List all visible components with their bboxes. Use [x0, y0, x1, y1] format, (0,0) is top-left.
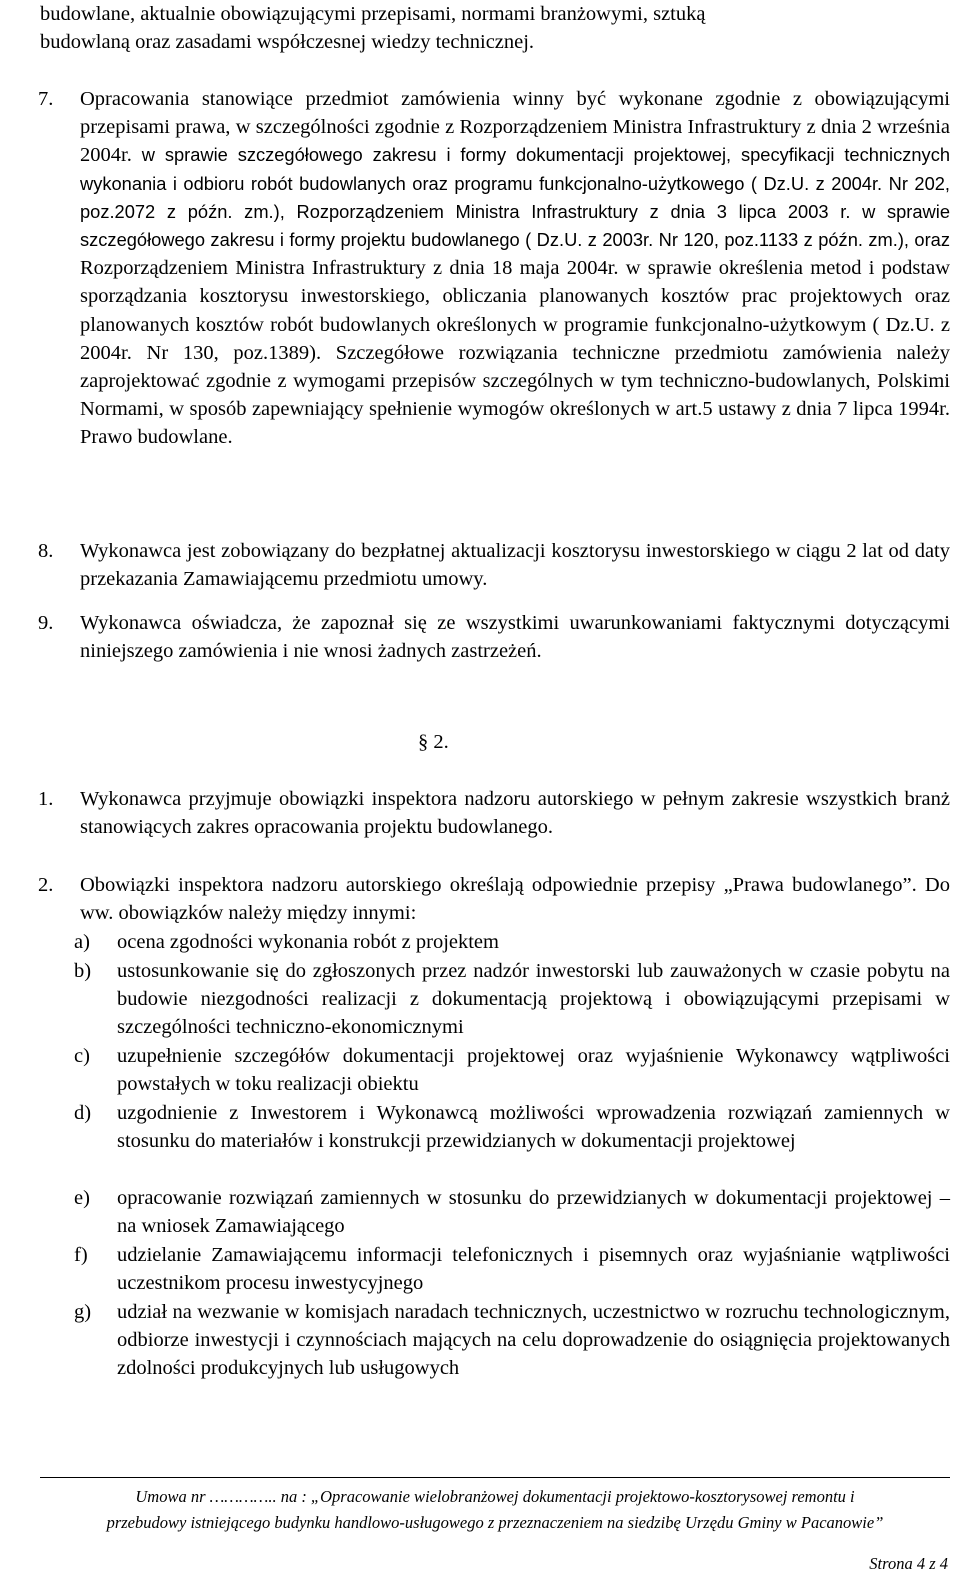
item-7-text-part3: Rozporządzeniem Ministra Infrastruktury z dnia 18 maja 2004r. w sprawie określenia metod i podstaw sporządzania kosztorysu inwestorskiego, obliczania planowanych kosztów prac projektowych oraz planowanych kosztów robót budowlanych określonych w programie funkcjonalno-użytkowym ( Dz.U. z 2004r. Nr 130, poz.1389). Szczegółowe rozwiązania techniczne przedmiotu zamówienia należy zaprojektować zgodnie z wymogami przepisów szczególnych w tym techniczno-budowlanych, Polskimi Normami, w sposób zapewniający spełnienie wymogów określonych w art.5 ustawy z dnia 7 lipca 1994r. Prawo budowlane. [80, 257, 950, 449]
section2-item-2 [40, 871, 950, 927]
item-9 [40, 609, 950, 665]
section2-item-1-text: Wykonawca przyjmuje obowiązki inspektora nadzoru autorskiego w pełnym zakresie wszystkich branż stanowiących zakres opracowania projektu budowlanego. [80, 788, 950, 839]
continuation-line-2: budowlaną oraz zasadami współczesnej wiedzy technicznej. [40, 31, 535, 54]
sub-item-text: ustosunkowanie się do zgłoszonych przez nadzór inwestorski lub zauważonych w czasie pobytu na budowie niezgodności realizacji z dokumentacją projektową i obowiązującymi przepisami w szczególności techniczno-ekonomicznymi [117, 960, 950, 1039]
sub-item-text: uzupełnienie szczegółów dokumentacji projektowej oraz wyjaśnienie Wykonawcy wątpliwości powstałych w toku realizacji obiektu [117, 1045, 950, 1096]
item-9-text: Wykonawca oświadcza, że zapoznał się ze wszystkimi uwarunkowaniami faktycznymi dotyczącymi niniejszego zamówienia i nie wnosi żadnych zastrzeżeń. [80, 612, 950, 663]
item-number: 9. [38, 612, 54, 634]
sub-item-label: a) [74, 931, 90, 953]
sub-item-label: c) [74, 1045, 90, 1067]
page-footer [40, 1484, 950, 1536]
footer-line-1: Umowa nr ………….. na : „Opracowanie wielobranżowej dokumentacji projektowo-kosztorysowej remontu i [135, 1487, 855, 1506]
item-7-text-part2: w sprawie szczegółowego zakresu i formy dokumentacji projektowej, specyfikacji technicznych wykonania i odbioru robót budowlanych oraz programu funkcjonalno-użytkowego ( Dz.U. z 2004r. Nr 202, poz.2072 z późn. zm.), Rozporządzeniem Ministra Infrastruktury z dnia 3 lipca 2003 r. w sprawie szczegółowego zakresu i formy projektu budowlanego ( Dz.U. z 2003r. Nr 120, poz.1133 z późn. zm.), oraz [80, 144, 950, 251]
sub-item-text: opracowanie rozwiązań zamiennych w stosunku do przewidzianych w dokumentacji projektowej – na wniosek Zamawiającego [117, 1187, 950, 1238]
item-number: 8. [38, 540, 54, 562]
item-number: 1. [38, 788, 54, 810]
section2-item-1 [40, 785, 950, 841]
section2-item-2-text: Obowiązki inspektora nadzoru autorskiego określają odpowiednie przepisy „Prawa budowlanego”. Do ww. obowiązków należy między innymi: [80, 874, 950, 925]
continuation-line-1: budowlane, aktualnie obowiązującymi przepisami, normami branżowymi, sztuką [40, 3, 706, 25]
item-8-text: Wykonawca jest zobowiązany do bezpłatnej aktualizacji kosztorysu inwestorskiego w ciągu 2 lat od daty przekazania Zamawiającemu przedmiotu umowy. [80, 540, 950, 591]
item-8 [40, 537, 950, 593]
continuation-paragraph [40, 0, 950, 56]
sub-item-label: d) [74, 1102, 92, 1124]
footer-divider [40, 1477, 950, 1478]
section-heading: § 2. [418, 731, 449, 753]
item-7 [40, 85, 950, 452]
sub-item-label: e) [74, 1187, 90, 1209]
item-number: 7. [38, 88, 54, 110]
sub-item-text: udzielanie Zamawiającemu informacji telefonicznych i pisemnych oraz wyjaśnianie wątpliwości uczestnikom procesu inwestycyjnego [117, 1244, 950, 1295]
sub-item-label: b) [74, 960, 92, 982]
page-number: Strona 4 z 4 [869, 1554, 948, 1573]
item-number: 2. [38, 874, 54, 896]
sub-item-label: f) [74, 1244, 88, 1266]
sub-item-text: ocena zgodności wykonania robót z projektem [117, 931, 499, 953]
sub-item-text: udział na wezwanie w komisjach naradach technicznych, uczestnictwo w rozruchu technologicznym, odbiorze inwestycji i czynnościach mających na celu doprowadzenie do osiągnięcia projektowanych zdolności produkcyjnych lub usługowych [117, 1301, 950, 1380]
sub-item-label: g) [74, 1301, 92, 1323]
sub-item-text: uzgodnienie z Inwestorem i Wykonawcą możliwości wprowadzenia rozwiązań zamiennych w stosunku do materiałów i konstrukcji przewidzianych w dokumentacji projektowej [117, 1102, 950, 1153]
footer-line-2: przebudowy istniejącego budynku handlowo-usługowego z przeznaczeniem na siedzibę Urzędu Gminy w Pacanowie” [106, 1513, 884, 1532]
item-7-text-part1: Opracowania stanowiące przedmiot zamówienia winny być wykonane zgodnie z obowiązującymi przepisami prawa, w szczególności zgodnie z Rozporządzeniem Ministra Infrastruktury z dnia 2 września 2004r. [80, 88, 950, 167]
